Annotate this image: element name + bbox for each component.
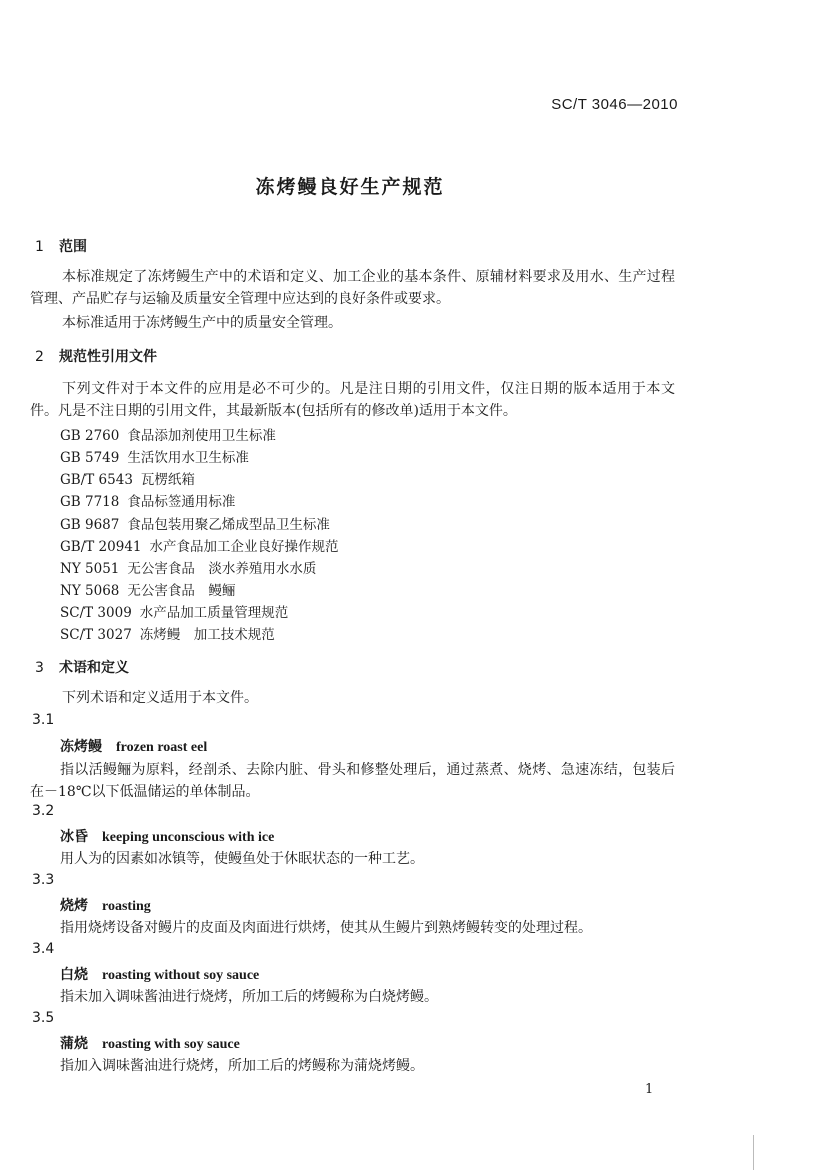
term-definition: 指用烧烤设备对鳗片的皮面及肉面进行烘烤，使其从生鳗片到熟烤鳗转变的处理过程。: [60, 920, 592, 936]
term-zh: 蒲烧: [60, 1036, 88, 1052]
reference-item: [60, 535, 339, 555]
reference-code: GB 7718: [60, 494, 120, 510]
reference-code: GB 5749: [60, 450, 120, 466]
section-number: 1: [35, 239, 44, 255]
section-2-heading: [35, 346, 157, 366]
section-number: 2: [35, 349, 44, 365]
reference-item: [60, 557, 316, 577]
reference-code: NY 5068: [60, 583, 120, 599]
term-name: [60, 964, 259, 984]
term-number: 3.2: [32, 803, 55, 819]
reference-title: 生活饮用水卫生标准: [127, 450, 249, 466]
reference-item: [60, 490, 235, 510]
reference-title: 瓦楞纸箱: [140, 472, 195, 488]
reference-title: 水产品加工质量管理规范: [139, 605, 289, 621]
document-title: 冻烤鳗良好生产规范: [255, 176, 445, 198]
standard-code: SC/T 3046—2010: [551, 96, 678, 113]
term-number: 3.1: [32, 712, 55, 728]
reference-code: GB 2760: [60, 428, 120, 444]
scope-paragraph-2: 本标准适用于冻烤鳗生产中的质量安全管理。: [62, 315, 342, 331]
term-number: 3.5: [32, 1010, 55, 1026]
reference-title: 冻烤鳗 加工技术规范: [139, 627, 275, 643]
term-name: [60, 895, 151, 915]
term-definition: 指以活鳗鲡为原料，经剖杀、去除内脏、骨头和修整处理后，通过蒸煮、烧烤、急速冻结，包装后在－18℃以下低温储运的单体制品。: [30, 762, 675, 800]
term-name: [60, 1033, 240, 1053]
reference-item: [60, 601, 288, 621]
section-title: 范围: [59, 239, 87, 255]
term-number: 3.4: [32, 941, 55, 957]
term-definition: 指未加入调味酱油进行烧烤，所加工后的烤鳗称为白烧烤鳗。: [60, 989, 438, 1005]
term-zh: 烧烤: [60, 898, 88, 914]
section-title: 规范性引用文件: [59, 349, 157, 365]
term-definition: 指加入调味酱油进行烧烤，所加工后的烤鳗称为蒲烧烤鳗。: [60, 1058, 424, 1074]
term-definition: 用人为的因素如冰镇等，使鳗鱼处于休眠状态的一种工艺。: [60, 851, 424, 867]
reference-item: [60, 468, 195, 488]
reference-item: [60, 446, 249, 466]
reference-code: SC/T 3027: [60, 627, 132, 643]
term-zh: 冰昏: [60, 829, 88, 845]
terms-intro: 下列术语和定义适用于本文件。: [62, 690, 258, 706]
scan-edge-mark: [753, 1135, 754, 1170]
reference-item: [60, 623, 275, 643]
references-intro: 下列文件对于本文件的应用是必不可少的。凡是注日期的引用文件，仅注日期的版本适用于本文件。凡是不注日期的引用文件，其最新版本(包括所有的修改单)适用于本文件。: [30, 381, 675, 419]
term-en: roasting without soy sauce: [102, 968, 260, 983]
reference-code: GB/T 20941: [60, 539, 142, 555]
term-en: roasting with soy sauce: [102, 1037, 240, 1052]
section-number: 3: [35, 660, 44, 676]
scope-paragraph-1: 本标准规定了冻烤鳗生产中的术语和定义、加工企业的基本条件、原辅材料要求及用水、生产过程管理、产品贮存与运输及质量安全管理中应达到的良好条件或要求。: [30, 269, 675, 307]
reference-title: 食品添加剂使用卫生标准: [127, 428, 276, 444]
reference-code: NY 5051: [60, 561, 120, 577]
reference-code: SC/T 3009: [60, 605, 132, 621]
reference-item: [60, 424, 276, 444]
term-number: 3.3: [32, 872, 55, 888]
term-en: frozen roast eel: [116, 740, 208, 755]
reference-title: 无公害食品 淡水养殖用水水质: [127, 561, 317, 577]
term-name: [60, 736, 207, 756]
section-1-heading: [35, 236, 87, 256]
reference-title: 食品标签通用标准: [127, 494, 236, 510]
term-en: keeping unconscious with ice: [102, 830, 275, 845]
reference-title: 无公害食品 鳗鲡: [127, 583, 236, 599]
page-number: 1: [645, 1082, 654, 1097]
reference-code: GB/T 6543: [60, 472, 133, 488]
term-zh: 冻烤鳗: [60, 739, 102, 755]
reference-item: [60, 579, 235, 599]
term-en: roasting: [102, 899, 151, 914]
section-title: 术语和定义: [59, 660, 129, 676]
reference-title: 食品包装用聚乙烯成型品卫生标准: [127, 517, 330, 533]
term-zh: 白烧: [60, 967, 88, 983]
reference-item: [60, 513, 330, 533]
term-name: [60, 826, 274, 846]
reference-title: 水产食品加工企业良好操作规范: [149, 539, 339, 555]
section-3-heading: [35, 657, 129, 677]
reference-code: GB 9687: [60, 517, 120, 533]
